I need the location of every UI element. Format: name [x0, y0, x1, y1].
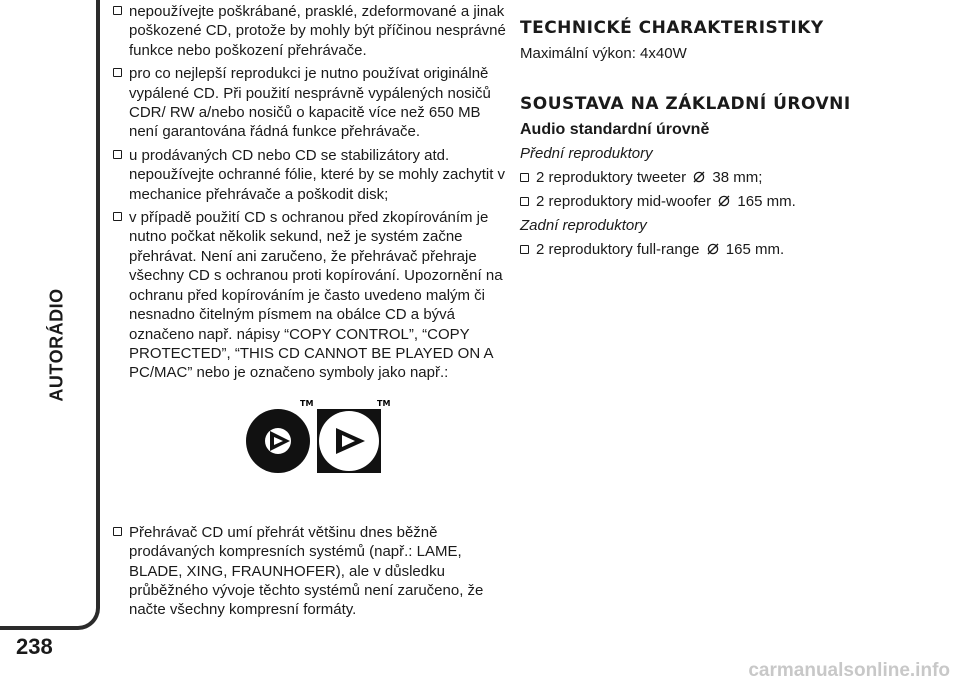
tech-text: Maximální výkon: 4x40W	[520, 45, 687, 62]
left-column	[113, 2, 508, 624]
checkbox-bullet-icon	[113, 527, 122, 536]
copy-protection-icon	[243, 397, 393, 475]
list-item: u prodávaných CD nebo CD se stabilizátory atd. nepoužívejte ochranné fólie, které by se mohly zachytit v mechanice přehrávače a poškodit disk;	[113, 146, 508, 204]
front-speakers-label: Přední reproduktory	[520, 145, 653, 162]
checkbox-bullet-icon	[113, 150, 122, 159]
copy-protection-logos	[113, 397, 508, 517]
diameter-icon	[693, 171, 705, 183]
checkbox-bullet-icon	[113, 212, 122, 221]
audio-heading: Audio standardní úrovně	[520, 121, 710, 138]
page-number: 238	[16, 634, 53, 659]
list-item: nepoužívejte poškrábané, prasklé, zdeformované a jinak poškozené CD, protože by mohly být příčinou nesprávné funkce nebo poškození přehrávače.	[113, 2, 508, 60]
checkbox-bullet-icon	[520, 197, 529, 206]
watermark: carmanualsonline.info	[748, 660, 950, 681]
tm-mark-1: TM	[300, 398, 314, 408]
checkbox-bullet-icon	[520, 245, 529, 254]
list-item: 2 reproduktory tweeter 38 mm;	[520, 168, 940, 188]
checkbox-bullet-icon	[113, 68, 122, 77]
list-item: 2 reproduktory mid-woofer 165 mm.	[520, 192, 940, 212]
list-item: pro co nejlepší reprodukci je nutno používat originálně vypálené CD. Při použití nesprávně vypálených nosičů CDR/ RW a/nebo nosičů o kapacitě více než 650 MB není garantována řádná funkce přehrávače.	[113, 64, 508, 142]
list-item: v případě použití CD s ochranou před zkopírováním je nutno počkat několik sekund, než je systém začne přehrávat. Není ani zaručeno, že přehrávač přehraje všechny CD s ochranou proti kopírování. Upozornění na ochranu před kopírováním je často uvedeno malým či nesnadno čitelným písmem na obálce CD a bývá označeno např. nápisy “COPY CONTROL”, “COPY PROTECTED”, “THIS CD CANNOT BE PLAYED ON A PC/MAC” nebo je označeno symboly jako např.:	[113, 208, 508, 383]
system-heading: SOUSTAVA NA ZÁKLADNÍ ÚROVNI	[520, 94, 851, 114]
list-item: Přehrávač CD umí přehrát většinu dnes běžně prodávaných kompresních systémů (např.: LAME, BLADE, XING, FRAUNHOFER), ale v důsledku průběžného vývoje těchto systémů není zaručeno, že načte všechny kompresní formáty.	[113, 523, 508, 620]
rear-speakers-label: Zadní reproduktory	[520, 217, 647, 234]
diameter-icon	[718, 195, 730, 207]
checkbox-bullet-icon	[113, 6, 122, 15]
list-item: 2 reproduktory full-range 165 mm.	[520, 240, 940, 260]
tech-heading: TECHNICKÉ CHARAKTERISTIKY	[520, 18, 824, 38]
tm-mark-2: TM	[377, 398, 391, 408]
right-column	[520, 18, 940, 264]
section-label: AUTORÁDIO	[46, 288, 67, 402]
checkbox-bullet-icon	[520, 173, 529, 182]
diameter-icon	[707, 243, 719, 255]
